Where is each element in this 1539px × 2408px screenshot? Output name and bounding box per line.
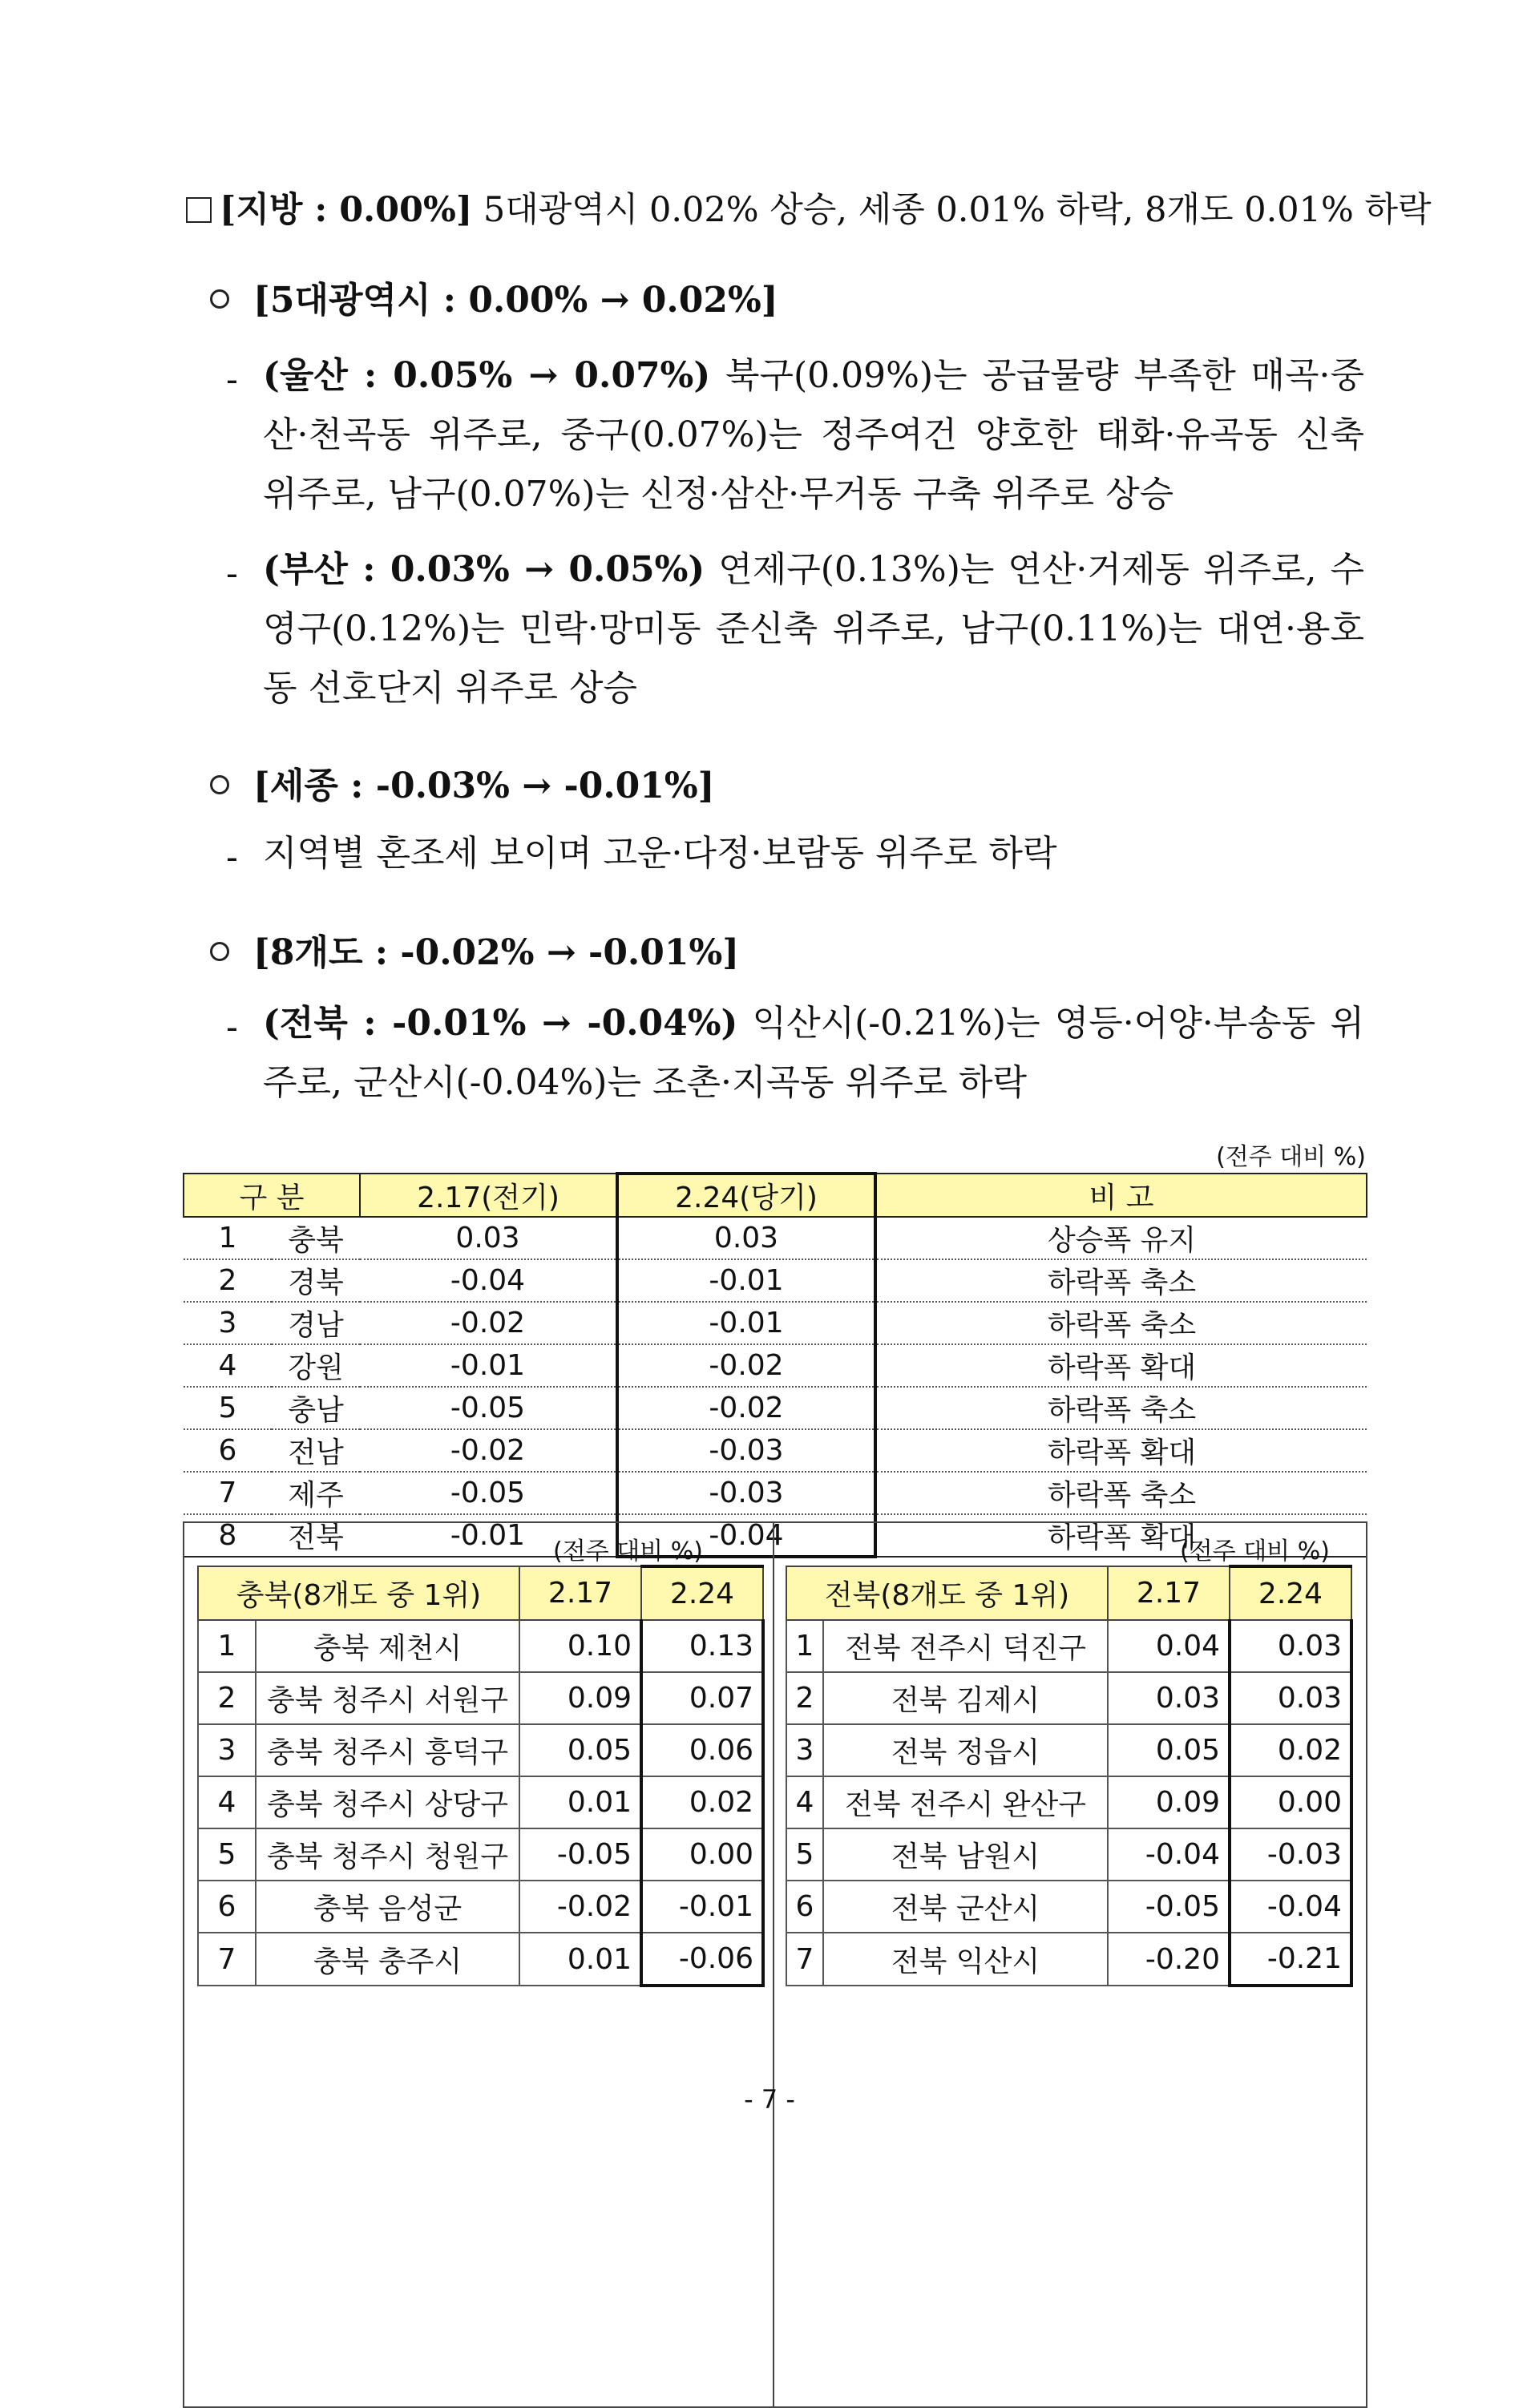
header-remarks: 비 고 — [875, 1174, 1367, 1217]
table-row: 4 전북 전주시 완산구 0.09 0.00 — [786, 1776, 1351, 1828]
paragraph-jeonbuk-bold: (전북 : -0.01% → -0.04%) — [263, 1003, 738, 1044]
jeonbuk-table — [786, 1565, 1353, 1987]
table-row: 3 경남 -0.02 -0.01 하락폭 축소 — [184, 1302, 1367, 1344]
header-division: 구 분 — [184, 1174, 360, 1217]
header-current: 2.24(당기) — [617, 1174, 875, 1217]
table-row: 6 전남 -0.02 -0.03 하락폭 확대 — [184, 1429, 1367, 1472]
table8-unit: (전주 대비 %) — [1216, 1143, 1366, 1171]
paragraph-busan-bold: (부산 : 0.03% → 0.05%) — [263, 549, 705, 590]
table-row: 4 충북 청주시 상당구 0.01 0.02 — [198, 1776, 763, 1828]
paragraph-ulsan: - (울산 : 0.05% → 0.07%) 북구(0.09%)는 공급물량 부족한 매곡·중산·천곡동 위주로, 중구(0.07%)는 정주여건 양호한 태화·유곡동 신축 위주로, 남구(0.07%)는 신정·삼산·무거동 구축 위주로 상승 — [226, 355, 1364, 515]
table-header-row: 전북(8개도 중 1위) 2.17 2.24 — [786, 1566, 1351, 1620]
table-row: 6 전북 군산시 -0.05 -0.04 — [786, 1881, 1351, 1933]
table-row: 2 충북 청주시 서원구 0.09 0.07 — [198, 1672, 763, 1724]
table-row: 1 전북 전주시 덕진구 0.04 0.03 — [786, 1620, 1351, 1672]
paragraph-busan-text: 연제구(0.13%)는 연산·거제동 위주로, 수영구(0.12%)는 민락·망미동 준신축 위주로, 남구(0.11%)는 대연·용호동 선호단지 위주로 상승 — [263, 549, 1364, 709]
paragraph-ulsan-text: 북구(0.09%)는 공급물량 부족한 매곡·중산·천곡동 위주로, 중구(0.07%)는 정주여건 양호한 태화·유곡동 신축 위주로, 남구(0.07%)는 신정·삼산·무거동 구축 위주로 상승 — [263, 355, 1364, 515]
left-table-unit: (전주 대비 %) — [553, 1537, 703, 1566]
section-title-sejong: [세종 : -0.03% → -0.01%] — [210, 757, 715, 808]
table-row: 4 강원 -0.01 -0.02 하락폭 확대 — [184, 1344, 1367, 1387]
table-row: 7 전북 익산시 -0.20 -0.21 — [786, 1933, 1351, 1986]
paragraph-ulsan-bold: (울산 : 0.05% → 0.07%) — [263, 355, 711, 396]
section-title-provinces: [8개도 : -0.02% → -0.01%] — [210, 923, 739, 975]
table-header-row — [184, 1174, 1367, 1217]
table-row: 1 충북 제천시 0.10 0.13 — [198, 1620, 763, 1672]
summary-bracket: [지방 : 0.00%] — [220, 190, 473, 230]
table-header-row: 충북(8개도 중 1위) 2.17 2.24 — [198, 1566, 763, 1620]
circle-bullet-icon — [210, 775, 229, 794]
section-title-metro: [5대광역시 : 0.00% → 0.02%] — [210, 271, 778, 322]
table-row: 5 충남 -0.05 -0.02 하락폭 축소 — [184, 1387, 1367, 1429]
circle-bullet-icon — [210, 289, 229, 309]
table-row: 8 전북 -0.01 -0.04 하락폭 확대 — [184, 1514, 1367, 1557]
page-number: - 7 - — [744, 2084, 795, 2115]
table-row: 5 전북 남원시 -0.04 -0.03 — [786, 1828, 1351, 1881]
summary-header — [186, 183, 1432, 232]
header-prev: 2.17(전기) — [360, 1174, 617, 1217]
table-row: 3 충북 청주시 흥덕구 0.05 0.06 — [198, 1724, 763, 1776]
table-row: 3 전북 정읍시 0.05 0.02 — [786, 1724, 1351, 1776]
table-row: 7 충북 충주시 0.01 -0.06 — [198, 1933, 763, 1986]
table-row: 1 충북 0.03 0.03 상승폭 유지 — [184, 1217, 1367, 1259]
paragraph-sejong: - 지역별 혼조세 보이며 고운·다정·보람동 위주로 하락 — [226, 833, 1057, 878]
paragraph-jeonbuk-text: 익산시(-0.21%)는 영등·어양·부송동 위주로, 군산시(-0.04%)는 조촌·지곡동 위주로 하락 — [263, 1003, 1364, 1103]
checkbox-square-icon — [186, 197, 212, 223]
summary-text: 5대광역시 0.02% 상승, 세종 0.01% 하락, 8개도 0.01% 하락 — [472, 190, 1432, 230]
table-row: 5 충북 청주시 청원구 -0.05 0.00 — [198, 1828, 763, 1881]
paragraph-busan: - (부산 : 0.03% → 0.05%) 연제구(0.13%)는 연산·거제동 위주로, 수영구(0.12%)는 민락·망미동 준신축 위주로, 남구(0.11%)는 대연·용호동 선호단지 위주로 상승 — [226, 549, 1364, 709]
table-row: 2 경북 -0.04 -0.01 하락폭 축소 — [184, 1259, 1367, 1302]
paragraph-jeonbuk: - (전북 : -0.01% → -0.04%) 익산시(-0.21%)는 영등·어양·부송동 위주로, 군산시(-0.04%)는 조촌·지곡동 위주로 하락 — [226, 1003, 1364, 1103]
paragraph-sejong-text: 지역별 혼조세 보이며 고운·다정·보람동 위주로 하락 — [263, 833, 1057, 874]
table-row: 2 전북 김제시 0.03 0.03 — [786, 1672, 1351, 1724]
frame-divider — [773, 1523, 774, 2406]
chungbuk-table — [197, 1565, 765, 1987]
table-row: 6 충북 음성군 -0.02 -0.01 — [198, 1881, 763, 1933]
circle-bullet-icon — [210, 942, 229, 961]
table-row: 7 제주 -0.05 -0.03 하락폭 축소 — [184, 1472, 1367, 1514]
provinces-table — [183, 1172, 1367, 1558]
right-table-unit: (전주 대비 %) — [1180, 1537, 1330, 1566]
